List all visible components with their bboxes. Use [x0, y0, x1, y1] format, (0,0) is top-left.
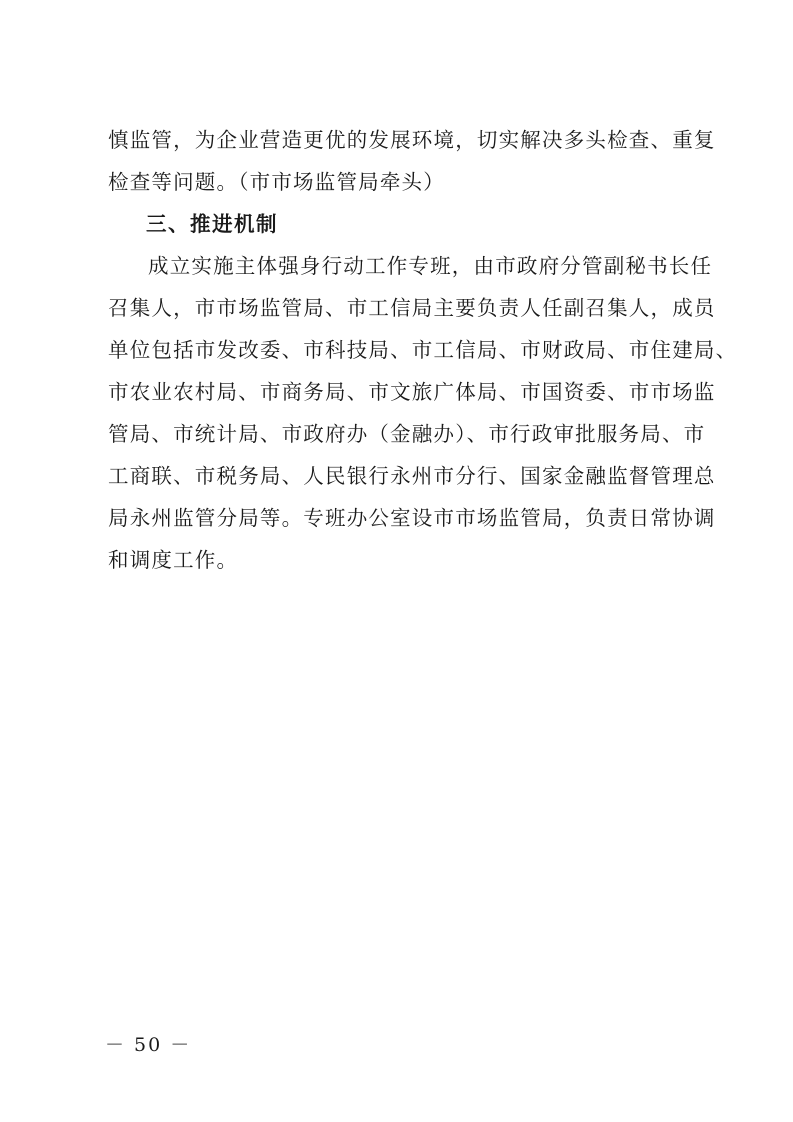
page-number: － 50 －: [105, 1034, 192, 1056]
paragraph-line: 慎监管，为企业营造更优的发展环境，切实解决多头检查、重复: [108, 128, 716, 152]
paragraph-line: 管局、市统计局、市政府办（金融办）、市行政审批服务局、市: [108, 422, 706, 446]
paragraph-line: 和调度工作。: [108, 548, 239, 572]
paragraph-line: 工商联、市税务局、人民银行永州市分行、国家金融监督管理总: [108, 464, 716, 488]
paragraph-line: 单位包括市发改委、市科技局、市工信局、市财政局、市住建局、: [108, 338, 738, 362]
paragraph-line: 局永州监管分局等。专班办公室设市市场监管局，负责日常协调: [108, 506, 716, 530]
paragraph-line: 召集人，市市场监管局、市工信局主要负责人任副召集人，成员: [108, 296, 716, 320]
paragraph-line: 检查等问题。（市市场监管局牵头）: [108, 170, 445, 194]
paragraph-line: 成立实施主体强身行动工作专班，由市政府分管副秘书长任: [148, 254, 713, 278]
paragraph-line: 市农业农村局、市商务局、市文旅广体局、市国资委、市市场监: [108, 380, 716, 404]
section-heading: 三、推进机制: [146, 212, 278, 236]
